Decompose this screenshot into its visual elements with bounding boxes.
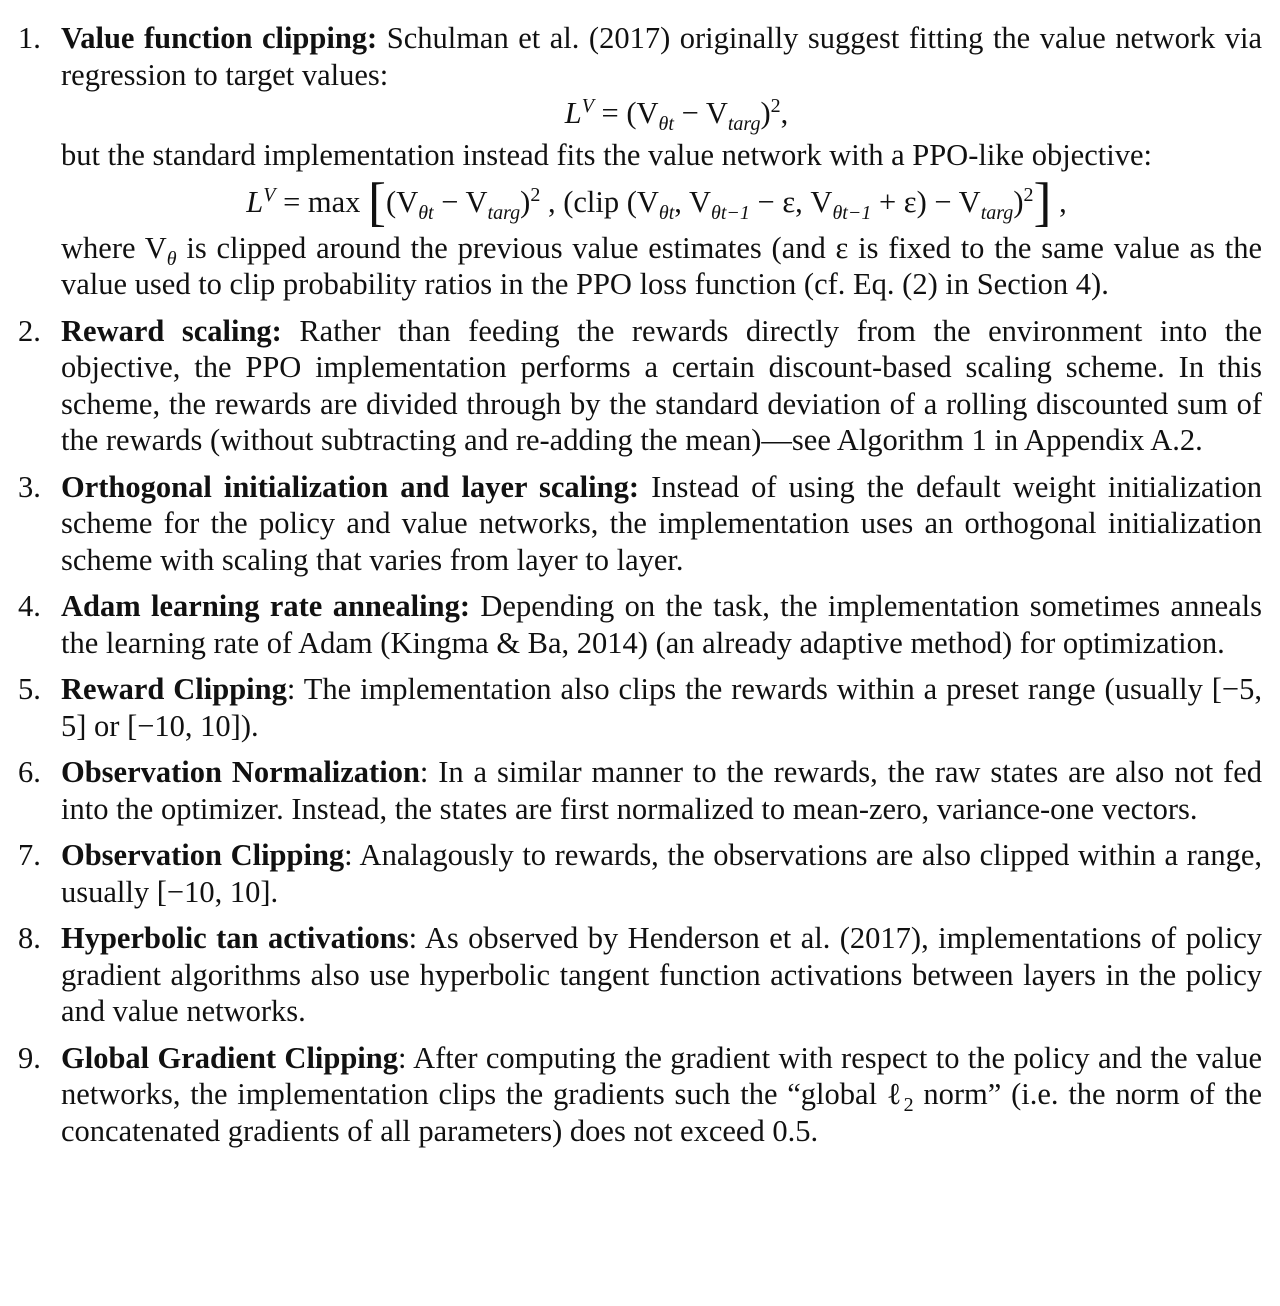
item-text: is clipped around the previous value estimates (and ε is fixed to the same value as the value used to clip probability ratios in the PPO loss function (cf. Eq. (2) in Section 4).	[61, 230, 1263, 301]
equation-ppo-value-objective	[61, 171, 1262, 232]
eq-subscript: θt	[658, 201, 675, 224]
equation-value-regression	[61, 93, 1262, 136]
list-item-observation-normalization	[0, 754, 1262, 827]
eq-term: + ε) − V	[871, 184, 981, 219]
eq-bracket: ]	[1033, 171, 1052, 232]
list-item-value-function-clipping	[0, 20, 1262, 303]
item-text: where V	[61, 230, 167, 265]
item-text: but the standard implementation instead fits the value network with a PPO-like objective:	[61, 138, 1152, 172]
item-text: norm” (i.e. the norm of the concatenated gradients of all parameters) does not exceed 0.5.	[61, 1077, 1262, 1148]
eq-subscript: targ	[727, 113, 761, 136]
eq-superscript: 2	[1023, 183, 1034, 206]
eq-term: )	[1013, 184, 1024, 219]
eq-superscript: V	[581, 94, 594, 117]
eq-bracket: [	[368, 171, 387, 232]
eq-term: = (V	[601, 96, 659, 130]
list-item-observation-clipping	[0, 837, 1262, 910]
eq-superscript: V	[263, 183, 276, 206]
item-number: 5.	[18, 672, 41, 706]
item-text: Depending on the task, the implementation sometimes anneals the learning rate of Adam (Kingma & Ba, 2014) (an already adaptive method) for optimization.	[61, 589, 1263, 660]
list-item-gradient-clipping	[0, 1040, 1262, 1150]
item-text: Instead of using the default weight initialization scheme for the policy and value networks, the implementation uses an orthogonal initialization scheme with scaling that varies from layer to layer.	[61, 469, 1262, 577]
eq-symbol: L	[564, 96, 582, 130]
list-item-orthogonal-initialization	[0, 469, 1262, 579]
item-title: Observation Clipping	[61, 838, 345, 872]
eq-term: ,	[780, 96, 789, 130]
item-title: Reward Clipping	[61, 672, 287, 706]
item-text: : As observed by Henderson et al. (2017), implementations of policy gradient algorithms also use hyperbolic tangent function activations between layers in the policy and value networks.	[61, 921, 1262, 1028]
text-subscript: 2	[903, 1094, 914, 1117]
item-text: : Analagously to rewards, the observations are also clipped within a range, usually [−10, 10].	[61, 838, 1263, 909]
eq-term: − V	[433, 184, 488, 219]
list-item-reward-scaling	[0, 313, 1262, 459]
item-number: 7.	[18, 838, 41, 872]
eq-symbol: L	[246, 184, 264, 219]
eq-term: , V	[674, 184, 712, 219]
item-number: 8.	[18, 921, 41, 955]
item-title: Orthogonal initialization and layer scaling:	[61, 469, 640, 504]
item-title: Hyperbolic tan activations	[61, 921, 409, 955]
eq-subscript: θt	[418, 201, 434, 224]
eq-subscript: θt	[658, 113, 674, 136]
text-subscript: θ	[166, 247, 177, 270]
item-text: : The implementation also clips the rewards within a preset range (usually [−5, 5] or [−10, 10]).	[61, 672, 1262, 743]
item-title: Global Gradient Clipping	[61, 1040, 398, 1075]
item-text: : After computing the gradient with respect to the policy and the value networks, the implementation clips the gradients such the “global ℓ	[61, 1040, 1262, 1111]
eq-subscript: targ	[487, 201, 521, 224]
item-title: Observation Normalization	[61, 755, 420, 789]
eq-term: − ε, V	[749, 184, 833, 219]
eq-term: ,	[1059, 184, 1067, 219]
item-number: 4.	[18, 589, 41, 623]
item-title: Adam learning rate annealing:	[61, 589, 470, 623]
item-text: Rather than feeding the rewards directly from the environment into the objective, the PPO implementation performs a certain discount-based scaling scheme. In this scheme, the rewards are divided through by the standard deviation of a rolling discounted sum of the rewards (without subtracting and re-adding the mean)—see Algorithm 1 in Appendix A.2.	[61, 313, 1263, 457]
item-number: 3.	[18, 469, 41, 504]
item-title: Value function clipping:	[61, 21, 378, 55]
item-text: Schulman et al. (2017) originally suggest fitting the value network via regression to target values:	[61, 21, 1263, 92]
item-title: Reward scaling:	[61, 313, 282, 348]
eq-subscript: targ	[980, 201, 1014, 224]
item-number: 6.	[18, 755, 41, 789]
eq-term: )	[520, 184, 531, 219]
list-item-adam-annealing	[0, 588, 1262, 661]
eq-term: (V	[386, 184, 419, 219]
eq-term: )	[760, 96, 771, 130]
item-number: 2.	[18, 313, 41, 348]
eq-subscript: θt−1	[832, 201, 872, 224]
item-number: 9.	[18, 1040, 41, 1075]
list-item-reward-clipping	[0, 671, 1262, 744]
eq-subscript: θt−1	[711, 201, 750, 224]
eq-term: − V	[673, 96, 728, 130]
eq-term: = max	[283, 184, 361, 219]
eq-term: , (clip (V	[540, 184, 659, 219]
eq-superscript: 2	[770, 94, 781, 117]
list-item-tanh-activations	[0, 920, 1262, 1030]
item-text: : In a similar manner to the rewards, the raw states are also not fed into the optimizer. Instead, the states are first normalized to mean-zero, variance-one vectors.	[61, 755, 1262, 826]
item-number: 1.	[18, 21, 41, 55]
eq-superscript: 2	[530, 183, 541, 206]
